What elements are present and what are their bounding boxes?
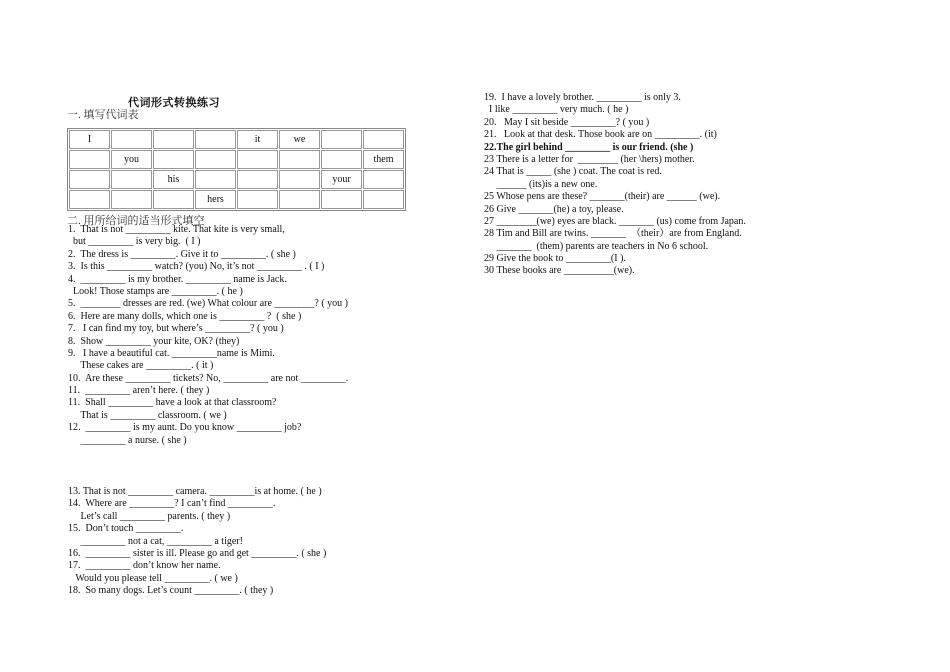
pronoun-table-row bbox=[69, 150, 404, 169]
pronoun-table-cell bbox=[321, 190, 362, 209]
pronoun-table-cell bbox=[321, 150, 362, 169]
pronoun-table-cell: them bbox=[363, 150, 404, 169]
pronoun-table-cell bbox=[69, 150, 110, 169]
exercise-line: 23 There is a letter for ________ (her \hers) mother. bbox=[484, 153, 695, 165]
pronoun-table-cell: his bbox=[153, 170, 194, 189]
exercise-line: 29 Give the book to _________(I ). bbox=[484, 253, 626, 265]
pronoun-table-cell bbox=[237, 150, 278, 169]
pronoun-table-cell bbox=[153, 190, 194, 209]
exercise-line: 5. ________ dresses are red. (we) What colour are ________? ( you ) bbox=[68, 298, 349, 310]
pronoun-table-cell bbox=[153, 150, 194, 169]
exercise-line: 14. Where are _________? I can’t find _________. bbox=[68, 498, 276, 510]
exercise-line: 24 That is _____ (she ) coat. The coat is red. bbox=[484, 166, 662, 178]
pronoun-table-cell: your bbox=[321, 170, 362, 189]
exercise-line: 16. _________ sister is ill. Please go and get _________. ( she ) bbox=[68, 547, 327, 559]
pronoun-table-cell bbox=[111, 190, 152, 209]
exercise-line: _________ a nurse. ( she ) bbox=[68, 434, 187, 446]
exercise-line: 21. Look at that desk. Those book are on _________. (it) bbox=[484, 129, 717, 141]
exercise-line: 8. Show _________ your kite, OK? (they) bbox=[68, 335, 240, 347]
pronoun-table bbox=[67, 128, 406, 211]
page-title: 代词形式转换练习 bbox=[128, 97, 220, 109]
pronoun-table-cell bbox=[111, 130, 152, 149]
exercise-line: 25 Whose pens are these? _______(their) are ______ (we). bbox=[484, 191, 721, 203]
section-1-heading: 一. 填写代词表 bbox=[67, 109, 139, 121]
pronoun-table-row bbox=[69, 130, 404, 149]
pronoun-table-cell bbox=[237, 190, 278, 209]
section-2-heading: 二. 用所给词的适当形式填空 bbox=[67, 215, 205, 227]
pronoun-table-cell bbox=[363, 190, 404, 209]
exercise-line: 12. _________ is my aunt. Do you know _________ job? bbox=[68, 422, 302, 434]
exercise-line: 6. Here are many dolls, which one is _________ ? ( she ) bbox=[68, 310, 302, 322]
pronoun-table-cell bbox=[237, 170, 278, 189]
exercise-line: 10. Are these _________ tickets? No, _________ are not _________. bbox=[68, 372, 349, 384]
exercise-line: 20. May I sit beside _________? ( you ) bbox=[484, 116, 650, 128]
exercise-list-left-top bbox=[68, 224, 348, 447]
exercise-list-left-bottom bbox=[68, 486, 326, 598]
pronoun-table-cell bbox=[279, 170, 320, 189]
pronoun-table-cell bbox=[195, 130, 236, 149]
pronoun-table-cell bbox=[279, 190, 320, 209]
exercise-line: 7. I can find my toy, but where’s _________? ( you ) bbox=[68, 323, 284, 335]
pronoun-table-cell bbox=[69, 190, 110, 209]
exercise-line: 27 ________(we) eyes are black. _______ (us) come from Japan. bbox=[484, 215, 746, 227]
exercise-line: 11. _________ aren’t here. ( they ) bbox=[68, 385, 210, 397]
exercise-list-right bbox=[484, 92, 746, 278]
pronoun-table-cell bbox=[363, 170, 404, 189]
exercise-line: That is _________ classroom. ( we ) bbox=[68, 409, 227, 421]
exercise-line: 2. The dress is _________. Give it to _________. ( she ) bbox=[68, 248, 296, 260]
pronoun-table-cell: it bbox=[237, 130, 278, 149]
pronoun-table-cell bbox=[321, 130, 362, 149]
pronoun-table-cell: hers bbox=[195, 190, 236, 209]
exercise-line: 15. Don’t touch _________. bbox=[68, 523, 184, 535]
exercise-line: Look! Those stamps are _________. ( he ) bbox=[68, 285, 243, 297]
pronoun-table-cell bbox=[153, 130, 194, 149]
pronoun-table-row bbox=[69, 190, 404, 209]
exercise-line: _______ (them) parents are teachers in No 6 school. bbox=[484, 240, 709, 252]
pronoun-table-cell bbox=[111, 170, 152, 189]
pronoun-table-cell bbox=[195, 150, 236, 169]
pronoun-table-row bbox=[69, 170, 404, 189]
exercise-line: 30 These books are __________(we). bbox=[484, 265, 635, 277]
exercise-line: 13. That is not _________ camera. _________is at home. ( he ) bbox=[68, 486, 322, 497]
exercise-line: 4. _________ is my brother. _________ name is Jack. bbox=[68, 273, 287, 285]
pronoun-table-cell: you bbox=[111, 150, 152, 169]
exercise-line: 19. I have a lovely brother. _________ is only 3. bbox=[484, 92, 681, 103]
exercise-line: 9. I have a beautiful cat. _________name is Mimi. bbox=[68, 347, 275, 359]
exercise-line: Let’s call _________ parents. ( they ) bbox=[68, 510, 231, 522]
pronoun-table-cell bbox=[69, 170, 110, 189]
pronoun-table-cell bbox=[279, 150, 320, 169]
exercise-line: 3. Is this _________ watch? (you) No, it’s not _________ . ( I ) bbox=[68, 261, 325, 273]
exercise-line: 18. So many dogs. Let’s count _________. ( they ) bbox=[68, 585, 274, 597]
pronoun-table-cell: we bbox=[279, 130, 320, 149]
exercise-line: 22.The girl behind _________ is our friend. (she ) bbox=[484, 141, 694, 153]
pronoun-table-cell: I bbox=[69, 130, 110, 149]
exercise-line: These cakes are _________. ( it ) bbox=[68, 360, 214, 372]
exercise-line: I like _________ very much. ( he ) bbox=[484, 104, 629, 116]
exercise-line: but _________ is very big. ( I ) bbox=[68, 236, 201, 248]
exercise-line: 11. Shall _________ have a look at that classroom? bbox=[68, 397, 277, 409]
exercise-line: Would you please tell _________. ( we ) bbox=[68, 572, 238, 584]
exercise-line: 28 Tim and Bill are twins. _______ （their）are from England. bbox=[484, 228, 742, 240]
exercise-line: 17. _________ don’t know her name. bbox=[68, 560, 221, 572]
pronoun-table-cell bbox=[363, 130, 404, 149]
exercise-line: 26 Give _______(he) a toy, please. bbox=[484, 203, 624, 215]
exercise-line: _________ not a cat, _________ a tiger! bbox=[68, 535, 243, 547]
pronoun-table-cell bbox=[195, 170, 236, 189]
exercise-line: 1. That is not _________ kite. That kite is very small, bbox=[68, 224, 285, 235]
exercise-line: ______ (its)is a new one. bbox=[484, 178, 598, 190]
